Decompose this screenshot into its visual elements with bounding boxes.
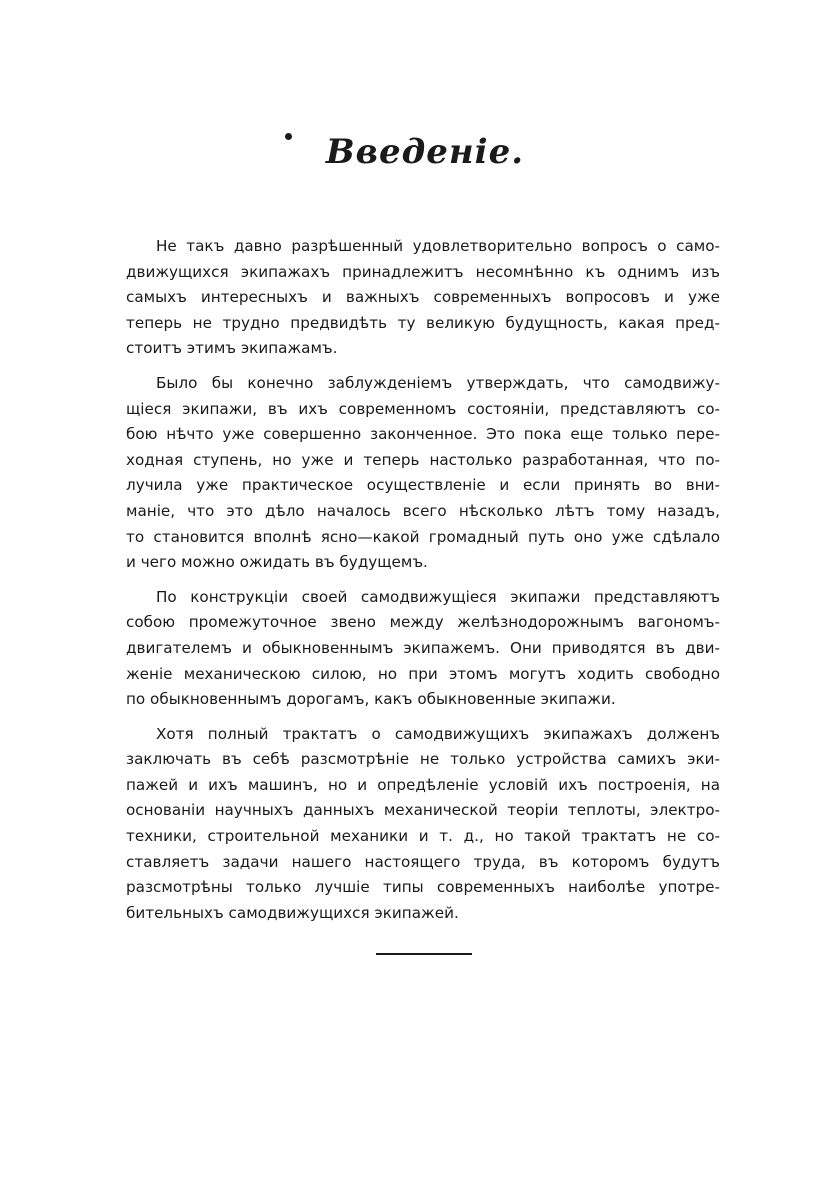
text-line: щіеся экипажи, въ ихъ современномъ состояніи, представляютъ со- [126,399,720,418]
paragraph-4 [126,722,720,927]
text-line: собою промежуточное звено между желѣзнодорожнымъ вагономъ- [126,613,720,632]
paragraph-3 [126,585,720,713]
paragraph-2 [126,371,720,576]
chapter-heading: Введеніе. [325,132,525,172]
closing-rule [376,953,472,955]
text-line: маніе, что это дѣло началось всего нѣсколько лѣтъ тому назадъ, [126,501,720,520]
text-line: теперь не трудно предвидѣть ту великую будущность, какая пред- [126,313,720,332]
text-line: и чего можно ожидать въ будущемъ. [126,553,428,572]
text-line: По конструкціи своей самодвижущіеся экипажи представляютъ [156,587,720,606]
text-line: по обыкновеннымъ дорогамъ, какъ обыкновенные экипажи. [126,690,616,709]
text-line: стоитъ этимъ экипажамъ. [126,339,338,358]
text-line: женіе механическою силою, но при этомъ могутъ ходить свободно [126,664,720,683]
text-line: движущихся экипажахъ принадлежитъ несомнѣнно къ однимъ изъ [126,262,720,281]
text-line: самыхъ интересныхъ и важныхъ современныхъ вопросовъ и уже [126,288,720,307]
text-line: бою нѣчто уже совершенно законченное. Это пока еще только пере- [126,425,720,444]
text-line: разсмотрѣны только лучшіе типы современныхъ наиболѣе употре- [126,878,720,897]
text-line: ставляетъ задачи нашего настоящего труда, въ которомъ будутъ [126,852,720,871]
text-line: техники, строительной механики и т. д., но такой трактатъ не со- [126,827,720,846]
text-line: основаніи научныхъ данныхъ механической теоріи теплоты, электро- [126,801,720,820]
text-line: Хотя полный трактатъ о самодвижущихъ экипажахъ долженъ [156,724,720,743]
text-line: двигателемъ и обыкновеннымъ экипажемъ. Они приводятся въ дви- [126,638,720,657]
text-line: Не такъ давно разрѣшенный удовлетворительно вопросъ о само- [156,237,720,255]
text-line: лучила уже практическое осуществленіе и если принять во вни- [126,476,720,495]
text-line: бительныхъ самодвижущихся экипажей. [126,903,459,922]
text-line: пажей и ихъ машинъ, но и опредѣленіе условій ихъ построенія, на [126,775,720,794]
text-line: ходная ступень, но уже и теперь настолько разработанная, что по- [126,450,720,469]
text-line: заключать въ себѣ разсмотрѣніе не только устройства самихъ эки- [126,750,720,769]
text-line: Было бы конечно заблужденіемъ утверждать, что самодвижу- [156,373,720,392]
text-line: то становится вполнѣ ясно—какой громадный путь оно уже сдѣлало [126,527,720,546]
body-text [126,234,720,926]
paragraph-1 [126,234,720,362]
